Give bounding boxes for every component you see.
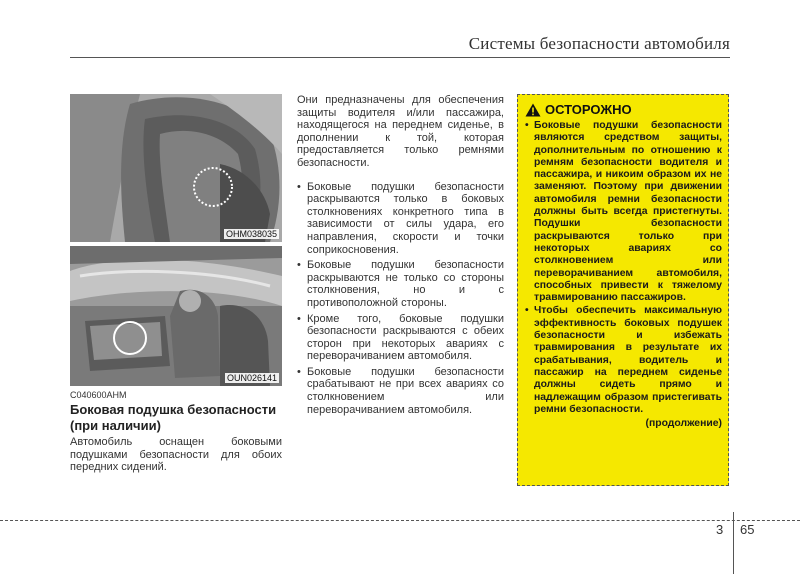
seat-side-airbag-image	[70, 94, 282, 242]
warning-bullet: • Боковые подушки безопасности являются средством защиты, дополнительным по отношению к ремням безопасности водителя и пассажира, и никоим образом их не заменяют. Поэтому при движении автомобиля ремни безопасности должны быть всегда пристегнуты. Подушки безопасности раскрываются только при некоторых авариях со столкновением или переворачиванием автомобиля, способных привести к тяжелому травмированию пассажиров.	[525, 120, 722, 304]
header-rule	[70, 57, 730, 58]
section-text: Автомобиль оснащен боковыми подушками безопасности для обоих передних сидений.	[70, 436, 282, 473]
warning-bullet: • Чтобы обеспечить максимальную эффективность боковых подушек безопасности и избежать травмирования в результате их срабатывания, водитель и пассажир на переднем сиденье должны сидеть прямо и надлежащим образом пристегивать ремни безопасности.	[525, 305, 722, 416]
car-airbag-cutaway-image	[70, 246, 282, 386]
warning-continued: (продолжение)	[645, 418, 722, 430]
page-number: 65	[740, 522, 755, 537]
middle-column	[297, 94, 504, 419]
warning-body	[525, 120, 722, 430]
middle-bullet: • Боковые подушки безопасности раскрываются не только со стороны столкновения, но и с противоположной стороны.	[297, 259, 504, 309]
car-image-label: OUN026141	[226, 373, 277, 383]
warning-bullet-list	[525, 120, 722, 416]
page-header-title: Системы безопасности автомобиля	[468, 34, 730, 53]
page-number-divider	[733, 512, 734, 574]
warning-header	[525, 102, 722, 117]
middle-bullet-list	[297, 181, 504, 417]
warning-box	[517, 94, 729, 486]
warning-title: ОСТОРОЖНО	[545, 102, 632, 117]
middle-bullet: • Боковые подушки безопасности срабатывают не при всех авариях со столкновением или переворачиванием автомобиля.	[297, 366, 504, 416]
seat-image-label: OHM038035	[225, 229, 277, 239]
section-title: Боковая подушка безопасности (при наличии)	[70, 402, 277, 433]
chapter-number: 3	[716, 522, 724, 537]
middle-bullet: • Боковые подушки безопасности раскрываются только в боковых столкновениях конкретного типа в зависимости от силы удара, его направления, скорости и точки соприкосновения.	[297, 181, 504, 257]
middle-bullet: • Кроме того, боковые подушки безопасности раскрываются с обеих сторон при некоторых авариях с переворачиванием автомобиля.	[297, 313, 504, 363]
middle-intro: Они предназначены для обеспечения защиты водителя и/или пассажира, находящегося на переднем сиденье, в дополнении к той, которая предоставляется только ремнями безопасности.	[297, 94, 504, 169]
seat-illustration	[70, 94, 282, 242]
warning-triangle-icon	[525, 103, 541, 117]
section-code: C040600AHM	[70, 390, 127, 400]
footer-rule	[0, 520, 800, 521]
car-illustration	[70, 246, 282, 386]
